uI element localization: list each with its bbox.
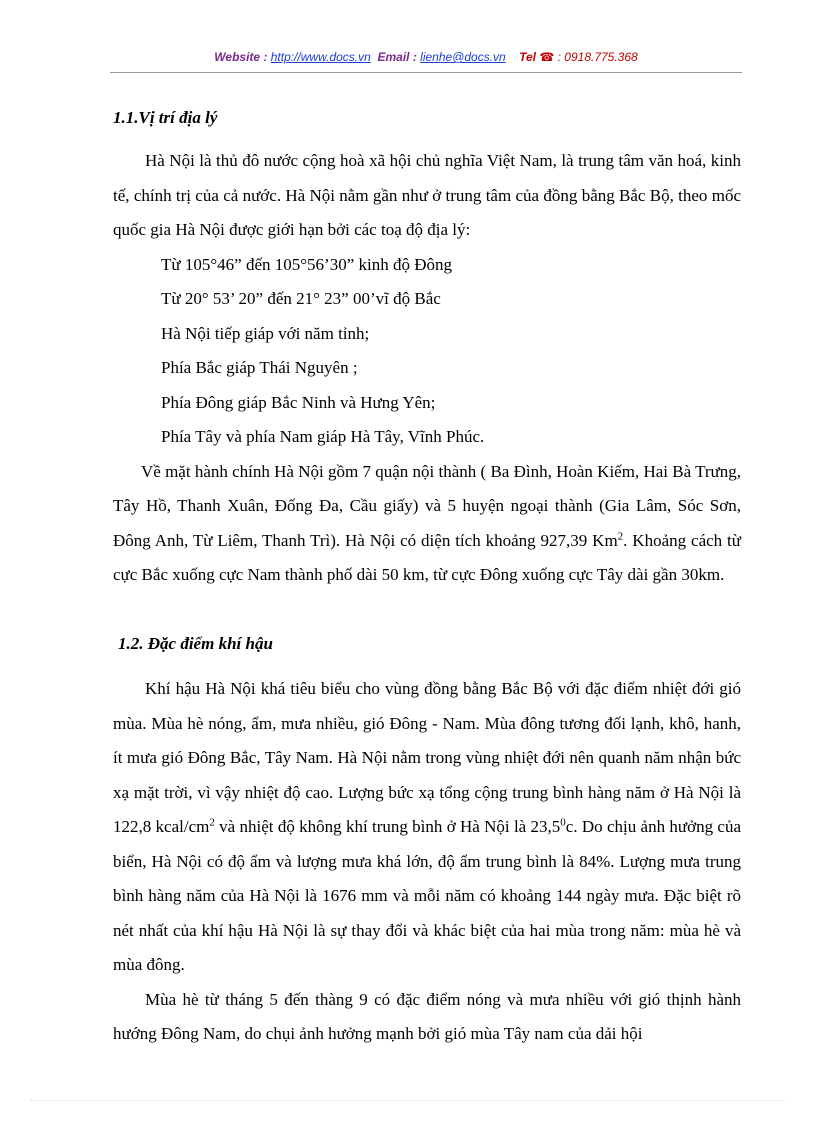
email-separator: :	[409, 50, 421, 64]
list-item: Từ 105°46” đến 105°56’30” kinh độ Đông	[161, 254, 452, 274]
header-divider	[110, 72, 742, 73]
paragraph: Hà Nội là thủ đô nước cộng hoà xã hội chủ nghĩa Việt Nam, là trung tâm văn hoá, kinh tế, chính trị của cả nước. Hà Nội nằm gần như ở trung tâm của đồng bằng Bắc Bộ, theo mốc quốc gia Hà Nội được giới hạn bởi các toạ độ địa lý:	[113, 151, 741, 239]
list-item: Phía Tây và phía Nam giáp Hà Tây, Vĩnh Phúc.	[161, 427, 485, 446]
paragraph	[113, 455, 741, 593]
superscript: 2	[617, 529, 624, 542]
footer-divider	[30, 1100, 786, 1101]
text-run: . Khoảng cách từ cực Bắc xuống cực Nam thành phố dài 50 km, từ cực Đông xuống cực Tây dài gần 30km.	[113, 530, 741, 584]
text-run: c. Do chịu ảnh hưởng của biển, Hà Nội có độ ẩm và lượng mưa khá lớn, độ ẩm trung bình là 84%. Lượng mưa trung bình hàng năm của Hà Nội là 1676 mm và mỗi năm có khoảng 144 ngày mưa. Đặc biệt rõ nét nhất của khí hậu Hà Nội là sự thay đổi và khác biệt của hai mùa trong năm: mùa hè và mùa đông.	[113, 817, 742, 974]
section-location-body	[113, 144, 741, 593]
list-item: Hà Nội tiếp giáp với năm tỉnh;	[161, 323, 370, 343]
list-item: Phía Đông giáp Bắc Ninh và Hưng Yên;	[161, 392, 436, 412]
superscript: 2	[209, 816, 215, 829]
superscript: 0	[560, 816, 566, 829]
paragraph: Mùa hè từ tháng 5 đến thàng 9 có đặc điểm nóng và mưa nhiều với gió thịnh hành hướng Đông Nam, do chụi ảnh hưởng mạnh bởi gió mùa Tây nam của dải hội	[113, 989, 741, 1043]
website-label: Website :	[214, 50, 271, 64]
telephone-icon: ☎	[539, 50, 555, 64]
paragraph	[113, 672, 741, 983]
text-run: Khí hậu Hà Nội khá tiêu biểu cho vùng đồng bằng Bắc Bộ với đặc điểm nhiệt đới gió mùa. Mùa hè nóng, ẩm, mưa nhiều, gió Đông - Nam. Mùa đông tương đối lạnh, khô, hanh, ít mưa gió Đông Bắc, Tây Nam. Hà Nội nằm trong vùng nhiệt đới nên quanh năm nhận bức xạ mặt trời, vì vậy nhiệt độ cao. Lượng bức xạ tổng cộng trung bình hàng năm ở Hà Nội là 122,8 kcal/cm	[113, 679, 741, 836]
tel-separator: :	[554, 50, 565, 64]
page-header	[110, 50, 742, 64]
email-link[interactable]: lienhe@docs.vn	[420, 50, 506, 64]
website-link[interactable]: http://www.docs.vn	[270, 50, 371, 64]
section-climate-body	[113, 672, 741, 1052]
text-run: Về mặt hành chính Hà Nội gồm 7 quận nội thành ( Ba Đình, Hoàn Kiếm, Hai Bà Trưng, Tây Hồ, Thanh Xuân, Đống Đa, Cầu giấy) và 5 huyện ngoại thành (Gia Lâm, Sóc Sơn, Đông Anh, Từ Liêm, Thanh Trì). Hà Nội có diện tích khoảng 927,39 Km	[113, 461, 741, 550]
phone-number: 0918.775.368	[564, 50, 638, 64]
section-heading-location: 1.1.Vị trí địa lý	[113, 108, 218, 127]
email-label: Email	[377, 50, 410, 64]
list-item: Từ 20° 53’ 20” đến 21° 23” 00’vĩ độ Bắc	[161, 289, 441, 308]
text-run: và nhiệt độ không khí trung bình ở Hà Nội là 23,5	[214, 817, 561, 836]
list-item: Phía Bắc giáp Thái Nguyên ;	[161, 358, 358, 377]
tel-label: Tel	[519, 50, 536, 64]
section-heading-climate: 1.2. Đặc điểm khí hậu	[118, 634, 273, 653]
